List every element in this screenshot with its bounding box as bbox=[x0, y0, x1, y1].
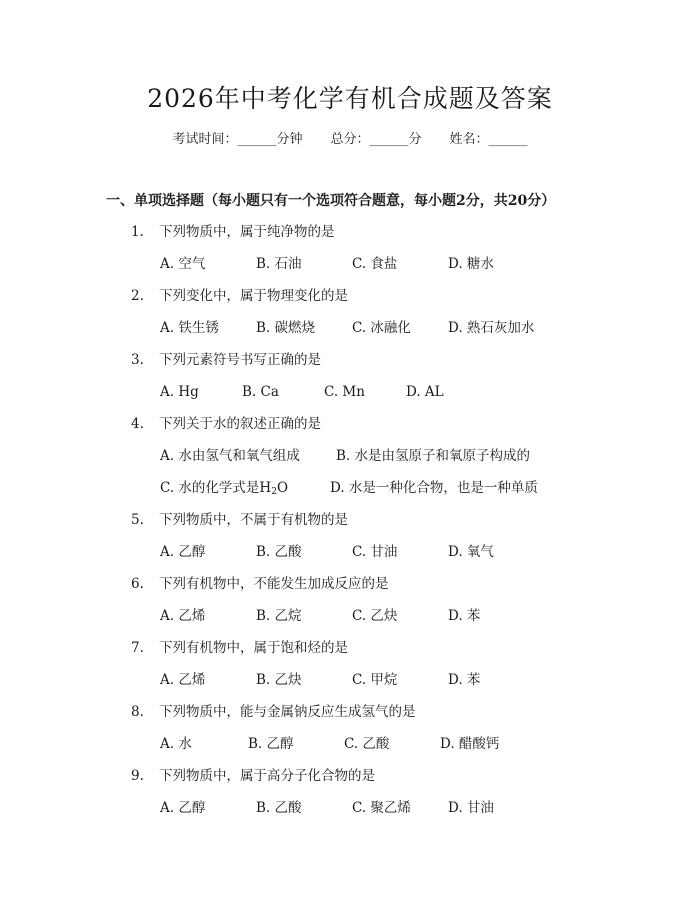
subscript: 2 bbox=[271, 487, 277, 497]
question-text: 下列物质中，属于高分子化合物的是 bbox=[159, 768, 375, 784]
option-b: B. 乙酸 bbox=[256, 544, 302, 560]
exam-meta bbox=[0, 130, 700, 150]
question-2 bbox=[131, 286, 348, 306]
option-b: B. 水是由氢原子和氧原子构成的 bbox=[336, 448, 531, 464]
question-number: 6. bbox=[131, 576, 144, 592]
question-4 bbox=[131, 414, 321, 434]
exam-name-field: 姓名：______ bbox=[449, 132, 528, 147]
exam-score-field: 总分：______分 bbox=[330, 132, 422, 147]
option-a: A. 乙烯 bbox=[160, 672, 206, 688]
option-d: D. 醋酸钙 bbox=[440, 736, 500, 752]
question-number: 9. bbox=[131, 768, 144, 784]
page-title: 2026年中考化学有机合成题及答案 bbox=[147, 84, 553, 113]
question-number: 8. bbox=[131, 704, 144, 720]
option-b: B. Ca bbox=[242, 384, 279, 400]
question-1 bbox=[131, 222, 335, 242]
option-d: D. AL bbox=[406, 384, 444, 400]
option-d: D. 水是一种化合物，也是一种单质 bbox=[330, 480, 538, 496]
option-b: B. 乙醇 bbox=[248, 736, 294, 752]
exam-time-field: 考试时间：______分钟 bbox=[172, 132, 303, 147]
option-d: D. 糖水 bbox=[448, 256, 494, 272]
section-heading: 一、单项选择题（每小题只有一个选项符合题意，每小题2分，共20分） bbox=[106, 193, 556, 209]
option-c: C. 甲烷 bbox=[352, 672, 398, 688]
question-number: 3. bbox=[131, 352, 144, 368]
option-a: A. 乙醇 bbox=[160, 800, 206, 816]
question-number: 4. bbox=[131, 416, 144, 432]
question-text: 下列元素符号书写正确的是 bbox=[159, 352, 321, 368]
question-number: 1. bbox=[131, 224, 144, 240]
option-d: D. 甘油 bbox=[448, 800, 494, 816]
option-a: A. Hg bbox=[160, 384, 199, 400]
question-number: 2. bbox=[131, 288, 144, 304]
question-3 bbox=[131, 350, 321, 370]
option-d: D. 氧气 bbox=[448, 544, 494, 560]
option-d: D. 苯 bbox=[448, 672, 481, 688]
question-text: 下列有机物中，属于饱和烃的是 bbox=[159, 640, 348, 656]
option-c: C. 食盐 bbox=[352, 256, 398, 272]
option-c: C. 聚乙烯 bbox=[352, 800, 411, 816]
option-c: C. 甘油 bbox=[352, 544, 398, 560]
option-b: B. 碳燃烧 bbox=[256, 320, 316, 336]
question-5 bbox=[131, 510, 348, 530]
question-text: 下列物质中，不属于有机物的是 bbox=[159, 512, 348, 528]
question-6 bbox=[131, 574, 389, 594]
question-text: 下列物质中，能与金属钠反应生成氢气的是 bbox=[159, 704, 416, 720]
question-7 bbox=[131, 638, 348, 658]
option-c: C. 乙酸 bbox=[344, 736, 390, 752]
option-a: A. 乙醇 bbox=[160, 544, 206, 560]
option-a: A. 乙烯 bbox=[160, 608, 206, 624]
option-c: C. 乙炔 bbox=[352, 608, 398, 624]
question-text: 下列有机物中，不能发生加成反应的是 bbox=[159, 576, 389, 592]
question-text: 下列变化中，属于物理变化的是 bbox=[159, 288, 348, 304]
option-d: D. 苯 bbox=[448, 608, 481, 624]
question-text: 下列物质中，属于纯净物的是 bbox=[159, 224, 335, 240]
option-a: A. 水 bbox=[160, 736, 192, 752]
option-a: A. 空气 bbox=[160, 256, 206, 272]
question-number: 5. bbox=[131, 512, 144, 528]
option-b: B. 石油 bbox=[256, 256, 302, 272]
question-text: 下列关于水的叙述正确的是 bbox=[159, 416, 321, 432]
question-9 bbox=[131, 766, 375, 786]
option-c: C. 水的化学式是$H_2O$ bbox=[160, 480, 289, 497]
option-c: C. Mn bbox=[324, 384, 365, 400]
question-number: 7. bbox=[131, 640, 144, 656]
option-a: A. 水由氢气和氧气组成 bbox=[160, 448, 300, 464]
option-d: D. 熟石灰加水 bbox=[448, 320, 535, 336]
option-a: A. 铁生锈 bbox=[160, 320, 219, 336]
option-b: B. 乙炔 bbox=[256, 672, 302, 688]
option-c: C. 冰融化 bbox=[352, 320, 411, 336]
option-b: B. 乙烷 bbox=[256, 608, 302, 624]
option-b: B. 乙酸 bbox=[256, 800, 302, 816]
question-8 bbox=[131, 702, 416, 722]
